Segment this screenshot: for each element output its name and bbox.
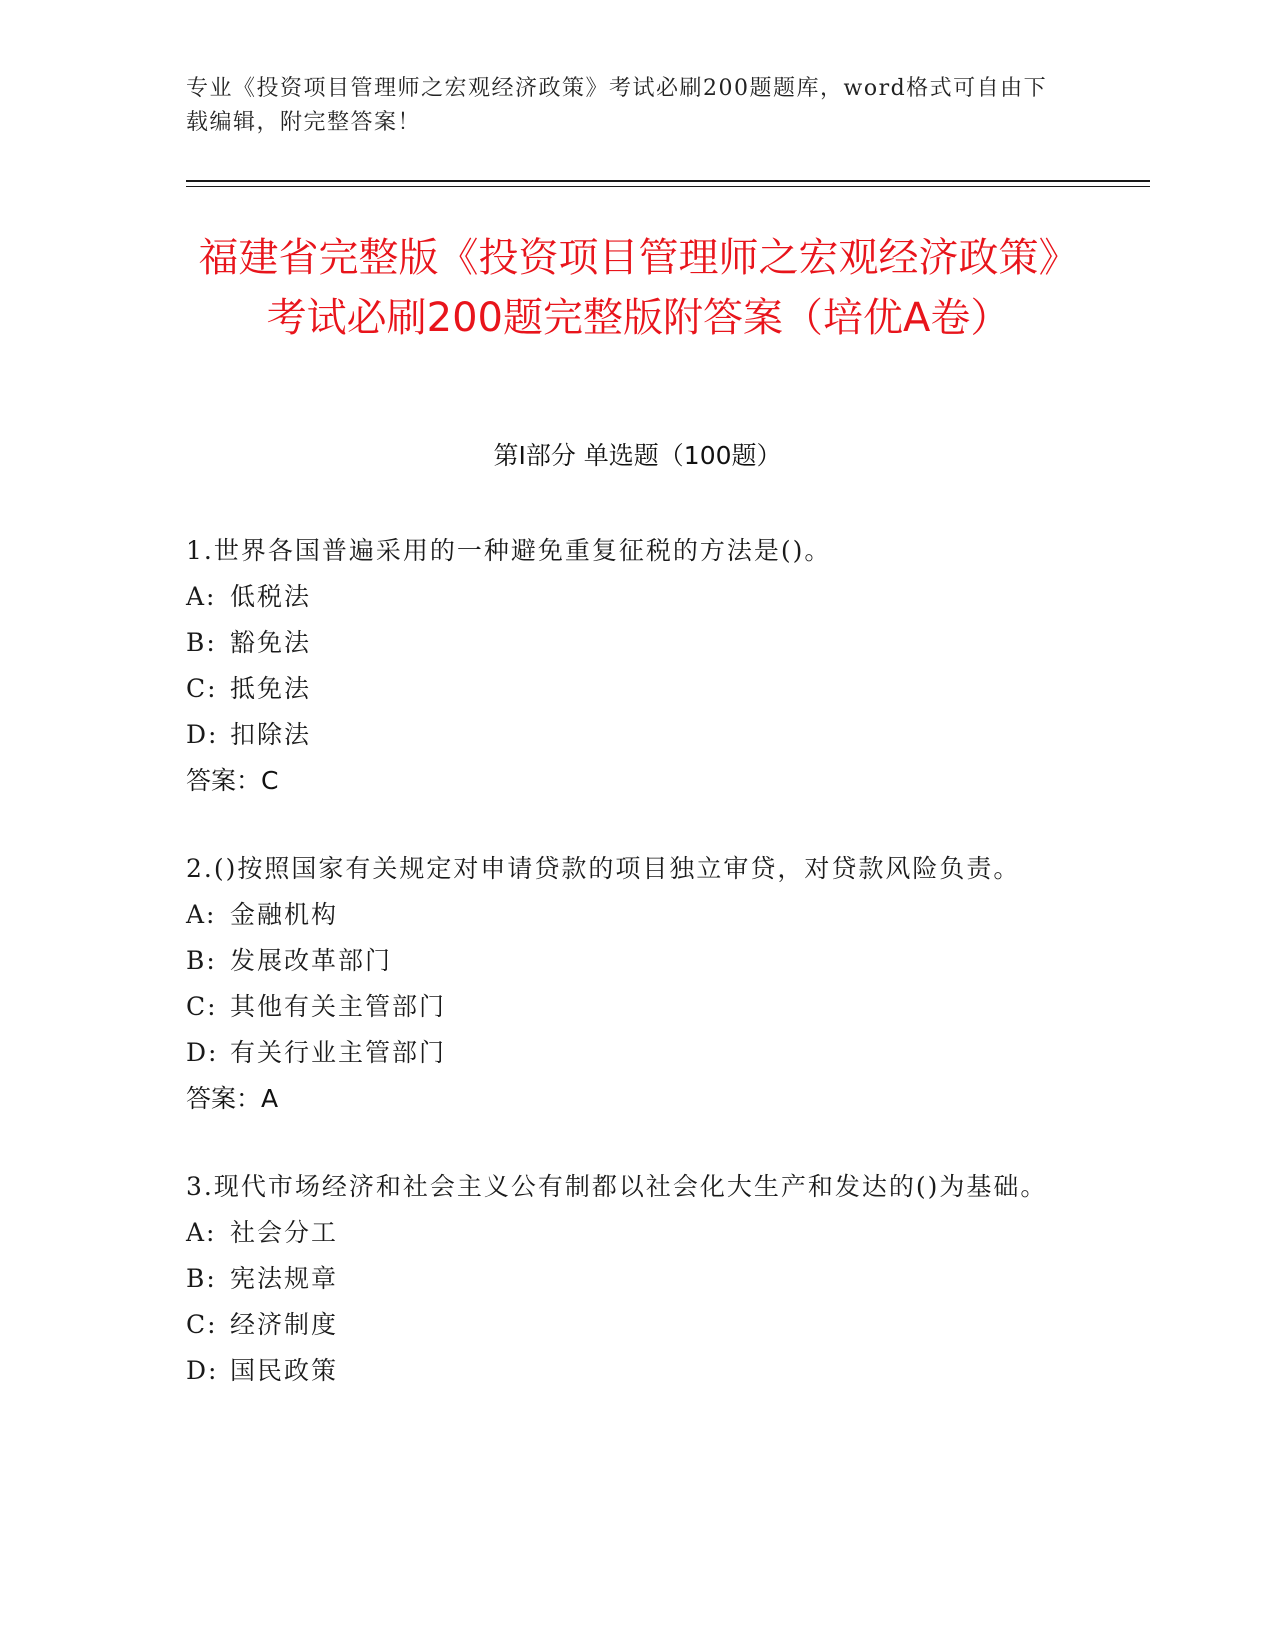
option-text: 有关行业主管部门 xyxy=(230,1038,447,1067)
option-a xyxy=(186,1210,1066,1256)
option-key: B: xyxy=(186,946,217,975)
option-b xyxy=(186,620,1066,666)
option-d xyxy=(186,1030,1066,1076)
option-key: C: xyxy=(186,992,218,1021)
header-divider-thick xyxy=(186,180,1150,182)
option-d xyxy=(186,712,1066,758)
option-key: D: xyxy=(186,720,219,749)
option-a xyxy=(186,892,1066,938)
header-divider-thin xyxy=(186,186,1150,187)
option-text: 低税法 xyxy=(230,582,312,611)
option-key: C: xyxy=(186,1310,218,1339)
document-title: 福建省完整版《投资项目管理师之宏观经济政策》考试必刷200题完整版附答案（培优A卷） xyxy=(198,235,1079,341)
option-key: D: xyxy=(186,1356,219,1385)
answer-line: 答案：C xyxy=(186,766,279,795)
option-text: 金融机构 xyxy=(230,900,339,929)
option-text: 经济制度 xyxy=(230,1310,339,1339)
question-stem: 1.世界各国普遍采用的一种避免重复征税的方法是()。 xyxy=(186,536,832,565)
option-key: D: xyxy=(186,1038,219,1067)
header-note: 专业《投资项目管理师之宏观经济政策》考试必刷200题题库，word格式可自由下载编辑，附完整答案！ xyxy=(186,76,1048,135)
question-2 xyxy=(186,846,1066,1122)
option-c xyxy=(186,1302,1066,1348)
option-c xyxy=(186,666,1066,712)
option-key: B: xyxy=(186,1264,217,1293)
answer-line: 答案：A xyxy=(186,1084,279,1113)
option-key: A: xyxy=(186,900,217,929)
question-3 xyxy=(186,1164,1066,1394)
option-text: 社会分工 xyxy=(230,1218,339,1247)
option-text: 其他有关主管部门 xyxy=(230,992,447,1021)
question-stem: 3.现代市场经济和社会主义公有制都以社会化大生产和发达的()为基础。 xyxy=(186,1172,1048,1201)
option-d xyxy=(186,1348,1066,1394)
option-a xyxy=(186,574,1066,620)
option-text: 国民政策 xyxy=(230,1356,339,1385)
option-text: 抵免法 xyxy=(230,674,312,703)
option-key: C: xyxy=(186,674,218,703)
option-b xyxy=(186,938,1066,984)
question-1 xyxy=(186,528,1066,804)
option-text: 豁免法 xyxy=(230,628,312,657)
option-text: 宪法规章 xyxy=(230,1264,339,1293)
option-key: A: xyxy=(186,1218,217,1247)
question-list xyxy=(186,528,1066,1436)
option-c xyxy=(186,984,1066,1030)
section-heading: 第I部分 单选题（100题） xyxy=(493,441,782,470)
option-key: B: xyxy=(186,628,217,657)
option-key: A: xyxy=(186,582,217,611)
option-text: 发展改革部门 xyxy=(230,946,393,975)
option-text: 扣除法 xyxy=(230,720,312,749)
option-b xyxy=(186,1256,1066,1302)
question-stem: 2.()按照国家有关规定对申请贷款的项目独立审贷，对贷款风险负责。 xyxy=(186,854,1021,883)
